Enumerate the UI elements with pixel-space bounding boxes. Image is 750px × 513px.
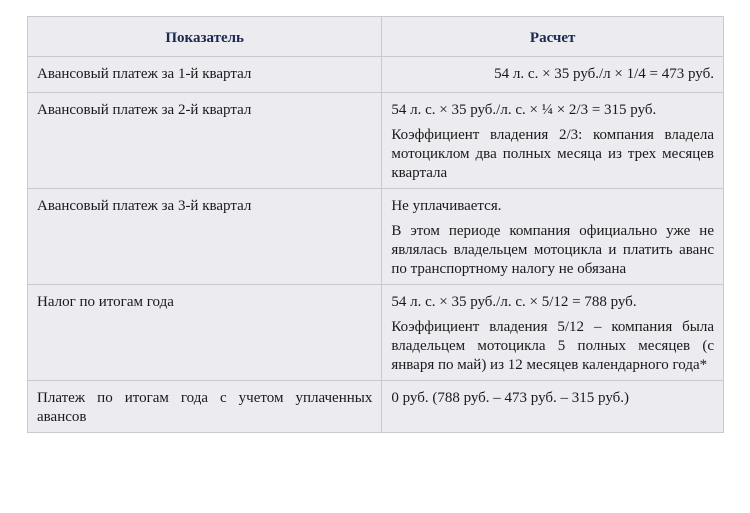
row-calculation — [382, 189, 723, 285]
row-calculation — [382, 93, 723, 189]
row-calculation — [382, 381, 723, 432]
table-row — [28, 189, 723, 285]
table-row — [28, 285, 723, 381]
table-header-row — [28, 17, 723, 57]
calc-note: Коэффициент владения 2/3: компания владела мотоциклом два полных месяца из трех месяцев квартала — [391, 127, 714, 181]
header-indicator: Показатель — [28, 17, 382, 57]
calc-note: В этом периоде компания официально уже не являлась владельцем мотоцикла и платить аванс по транспортному налогу не обязана — [391, 223, 714, 277]
row-label: Платеж по итогам года с учетом уплаченных авансов — [28, 381, 382, 432]
table-row — [28, 57, 723, 93]
table-row — [28, 381, 723, 432]
calc-formula: 54 л. с. × 35 руб./л × 1/4 = 473 руб. — [494, 66, 714, 82]
row-calculation — [382, 285, 723, 381]
tax-calculation-table — [27, 16, 724, 433]
calc-formula: 0 руб. (788 руб. – 473 руб. – 315 руб.) — [391, 390, 630, 406]
row-label: Авансовый платеж за 1-й квартал — [28, 57, 382, 93]
row-calculation — [382, 57, 723, 93]
row-label: Авансовый платеж за 2-й квартал — [28, 93, 382, 189]
table-row — [28, 93, 723, 189]
calc-formula: Не уплачивается. — [391, 198, 502, 214]
calc-note: Коэффициент владения 5/12 – компания была владельцем мотоцикла 5 полных месяцев (с января по май) из 12 месяцев календарного года* — [391, 319, 714, 373]
header-calculation: Расчет — [382, 17, 723, 57]
row-label: Авансовый платеж за 3-й квартал — [28, 189, 382, 285]
row-label: Налог по итогам года — [28, 285, 382, 381]
calc-formula: 54 л. с. × 35 руб./л. с. × ¼ × 2/3 = 315 руб. — [391, 102, 657, 118]
calc-formula: 54 л. с. × 35 руб./л. с. × 5/12 = 788 руб. — [391, 294, 637, 310]
